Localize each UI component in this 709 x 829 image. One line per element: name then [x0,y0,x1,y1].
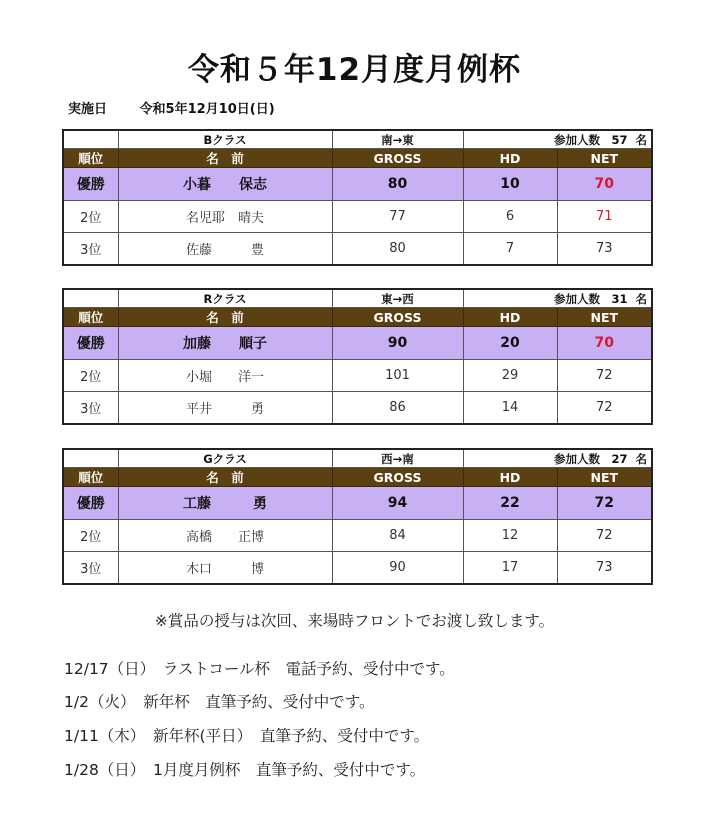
participants-count [463,130,652,149]
upcoming-event: 1/11（木） 新年杯(平日） 直筆予約、受付中です。 [64,727,430,745]
col-gross: GROSS [332,468,463,487]
handicap: 14 [463,392,557,425]
upcoming-event: 12/17（日） ラストコール杯 電話予約、受付中です。 [64,660,455,678]
net-score: 71 [557,201,652,233]
net-score: 73 [557,552,652,585]
rank-cell: 2位 [63,201,118,233]
table-row [63,520,652,552]
handicap: 20 [463,327,557,360]
handicap: 10 [463,168,557,201]
rank-cell: 優勝 [63,487,118,520]
upcoming-event: 1/28（日） 1月度月例杯 直筆予約、受付中です。 [64,761,426,779]
event-date [68,98,275,117]
col-rank: 順位 [63,308,118,327]
col-net: NET [557,308,652,327]
date-label: 実施日 [68,102,108,117]
rank-cell: 3位 [63,552,118,585]
tee-route: 南→東 [332,130,463,149]
col-hd: HD [463,308,557,327]
col-net: NET [557,468,652,487]
handicap: 29 [463,360,557,392]
prize-notice: ※賞品の授与は次回、来場時フロントでお渡し致します。 [154,612,555,630]
net-score: 72 [557,487,652,520]
rank-cell: 3位 [63,392,118,425]
rank-cell: 2位 [63,360,118,392]
col-gross: GROSS [332,149,463,168]
col-rank: 順位 [63,149,118,168]
player-name: 小堀 洋一 [118,360,332,392]
column-header-row [63,468,652,487]
net-score: 72 [557,520,652,552]
gross-score: 90 [332,552,463,585]
col-name: 名 前 [118,149,332,168]
tee-route: 西→南 [332,449,463,468]
gross-score: 86 [332,392,463,425]
rank-cell: 2位 [63,520,118,552]
player-name: 高橋 正博 [118,520,332,552]
rank-cell: 優勝 [63,327,118,360]
net-score: 70 [557,168,652,201]
gross-score: 90 [332,327,463,360]
col-gross: GROSS [332,308,463,327]
rank-cell: 3位 [63,233,118,266]
gross-score: 80 [332,168,463,201]
col-net: NET [557,149,652,168]
handicap: 12 [463,520,557,552]
col-hd: HD [463,149,557,168]
player-name: 佐藤 豊 [118,233,332,266]
net-score: 72 [557,360,652,392]
date-value: 令和5年12月10日(日) [139,102,275,117]
handicap: 7 [463,233,557,266]
gross-score: 77 [332,201,463,233]
net-score: 70 [557,327,652,360]
table-row-winner [63,327,652,360]
rank-cell: 優勝 [63,168,118,201]
class-info-row [63,130,652,149]
class-info-row [63,289,652,308]
player-name: 加藤 順子 [118,327,332,360]
gross-score: 94 [332,487,463,520]
player-name: 工藤 勇 [118,487,332,520]
results-table-r-class [62,288,653,425]
participants-label: 参加人数 31 [554,291,628,306]
handicap: 17 [463,552,557,585]
player-name: 名児耶 晴夫 [118,201,332,233]
class-name: Gクラス [118,449,332,468]
col-hd: HD [463,468,557,487]
results-table-b-class [62,129,653,266]
participants-label: 参加人数 27 [554,451,628,466]
table-row [63,233,652,266]
gross-score: 101 [332,360,463,392]
participants-unit: 名 [635,132,648,147]
class-name: Bクラス [118,130,332,149]
gross-score: 80 [332,233,463,266]
col-name: 名 前 [118,308,332,327]
participants-count [463,289,652,308]
table-row-winner [63,487,652,520]
column-header-row [63,149,652,168]
handicap: 22 [463,487,557,520]
class-info-row [63,449,652,468]
net-score: 73 [557,233,652,266]
table-row [63,552,652,585]
info-blank-cell [63,130,118,149]
player-name: 小暮 保志 [118,168,332,201]
tee-route: 東→西 [332,289,463,308]
page-title: 令和５年12月度月例杯 [187,52,522,88]
gross-score: 84 [332,520,463,552]
player-name: 木口 博 [118,552,332,585]
table-row [63,201,652,233]
info-blank-cell [63,289,118,308]
upcoming-event: 1/2（火） 新年杯 直筆予約、受付中です。 [64,693,375,711]
handicap: 6 [463,201,557,233]
table-row [63,360,652,392]
table-row [63,392,652,425]
participants-unit: 名 [635,451,648,466]
participants-count [463,449,652,468]
player-name: 平井 勇 [118,392,332,425]
results-table-g-class [62,448,653,585]
col-rank: 順位 [63,468,118,487]
column-header-row [63,308,652,327]
net-score: 72 [557,392,652,425]
participants-label: 参加人数 57 [554,132,628,147]
class-name: Rクラス [118,289,332,308]
info-blank-cell [63,449,118,468]
col-name: 名 前 [118,468,332,487]
table-row-winner [63,168,652,201]
participants-unit: 名 [635,291,648,306]
